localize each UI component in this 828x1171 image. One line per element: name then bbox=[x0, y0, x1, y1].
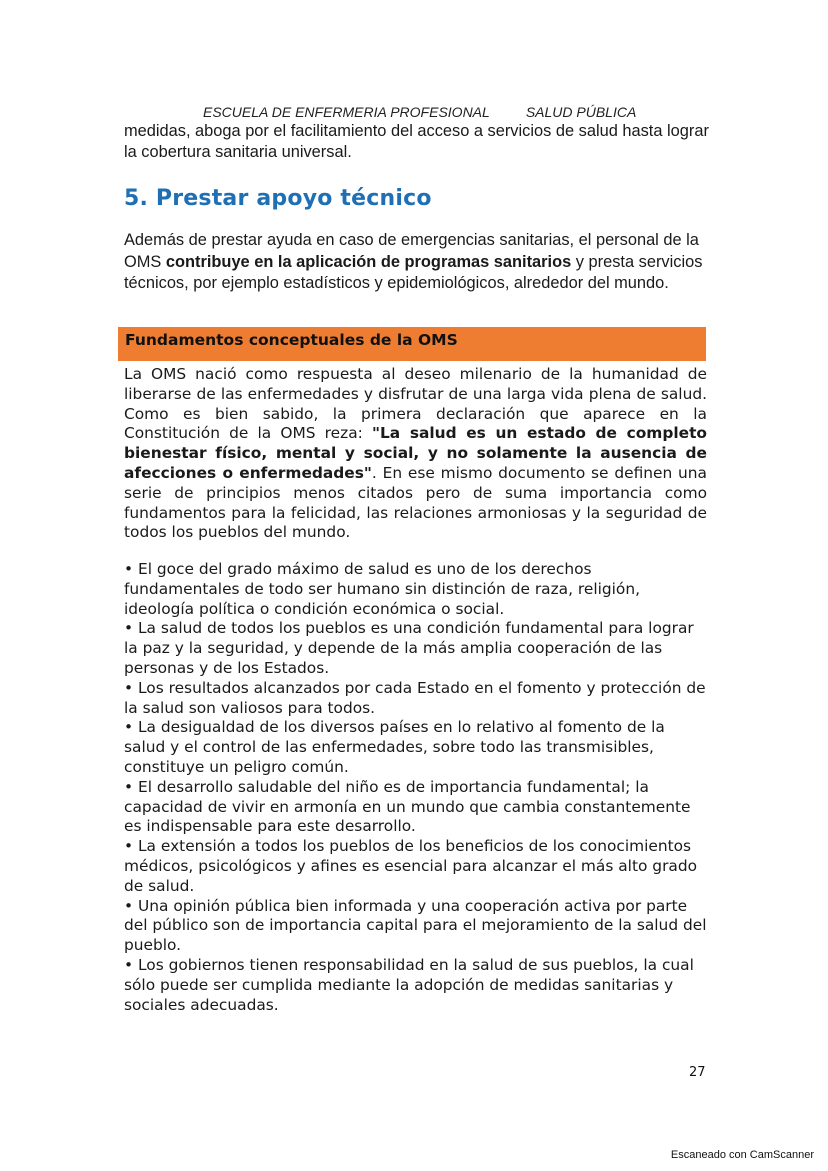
principles-list bbox=[124, 560, 710, 1015]
principle-item: • La desigualdad de los diversos países en lo relativo al fomento de la salud y el control de las enfermedades, sobre todo las transmisibles, constituye un peligro común. bbox=[124, 718, 665, 776]
header-school: ESCUELA DE ENFERMERIA PROFESIONAL bbox=[203, 104, 490, 120]
banner-title: Fundamentos conceptuales de la OMS bbox=[125, 331, 458, 349]
section-body bbox=[124, 230, 710, 295]
intro-paragraph: medidas, aboga por el facilitamiento del acceso a servicios de salud hasta lograr la cobertura sanitaria universal. bbox=[124, 122, 709, 161]
fundamentos-banner bbox=[118, 327, 706, 361]
principle-item: • La extensión a todos los pueblos de los beneficios de los conocimientos médicos, psicológicos y afines es esencial para alcanzar el más alto grado de salud. bbox=[124, 837, 698, 895]
principle-item: • Los resultados alcanzados por cada Estado en el fomento y protección de la salud son valiosos para todos. bbox=[124, 678, 706, 717]
principle-item: • La salud de todos los pueblos es una condición fundamental para lograr la paz y la seguridad, y depende de la más amplia cooperación de las personas y de los Estados. bbox=[124, 619, 694, 677]
fundamentos-text-1: La OMS nació como respuesta al deseo milenario de la humanidad de liberarse de las enfermedades y disfrutar de una larga vida plena de salud. Como es bien sabido, la primera declaración que aparece en la Constitución de la OMS reza: bbox=[124, 365, 707, 443]
section-body-bold: contribuye en la aplicación de programas sanitarios bbox=[165, 252, 572, 271]
section-body-text-2: y presta servicios técnicos, por ejemplo estadísticos y epidemiológicos, alrededor del mundo. bbox=[124, 252, 703, 292]
principle-item: • Una opinión pública bien informada y una cooperación activa por parte del público son de importancia capital para el mejoramiento de la salud del pueblo. bbox=[124, 896, 707, 955]
scanner-watermark: Escaneado con CamScanner bbox=[670, 1149, 814, 1161]
header-subject: SALUD PÚBLICA bbox=[525, 104, 637, 120]
fundamentos-quote: "La salud es un estado de completo bienestar físico, mental y social, y no solamente la ausencia de afecciones o enfermedades" bbox=[124, 424, 708, 482]
fundamentos-paragraph bbox=[124, 365, 707, 543]
section-title: 5. Prestar apoyo técnico bbox=[124, 186, 432, 211]
page-header bbox=[203, 104, 636, 120]
principle-item: • El desarrollo saludable del niño es de importancia fundamental; la capacidad de vivir en armonía en un mundo que cambia constantemente es indispensable para este desarrollo. bbox=[124, 777, 691, 836]
page-number: 27 bbox=[689, 1065, 706, 1080]
principle-item: • Los gobiernos tienen responsabilidad en la salud de sus pueblos, la cual sólo puede ser cumplida mediante la adopción de medidas sanitarias y sociales adecuadas. bbox=[124, 955, 694, 1014]
fundamentos-text-2: . En ese mismo documento se definen una serie de principios menos citados pero de suma importancia como fundamentos para la felicidad, las relaciones armoniosas y la seguridad de todos los pueblos del mundo. bbox=[124, 463, 707, 542]
principle-item: • El goce del grado máximo de salud es uno de los derechos fundamentales de todo ser humano sin distinción de raza, religión, ideología política o condición económica o social. bbox=[124, 560, 640, 618]
section-body-text-1: Además de prestar ayuda en caso de emergencias sanitarias, el personal de la OMS bbox=[124, 231, 699, 271]
